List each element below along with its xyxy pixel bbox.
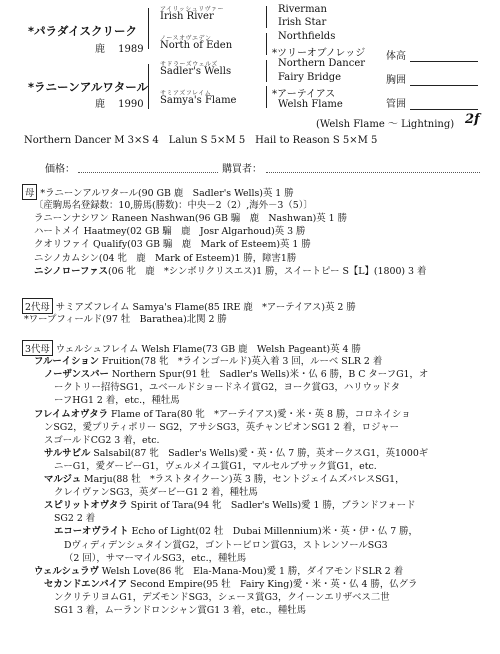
family-line — [44, 445, 428, 459]
ruby-text: ノースオヴエデン — [160, 35, 212, 42]
height-field[interactable] — [410, 61, 478, 62]
record-text: *ワープフィールド(97 牡 Barathea)北関 2 勝 — [24, 314, 227, 326]
horse-name: マルジュ — [44, 474, 82, 485]
price-field[interactable] — [78, 172, 218, 173]
record-text: ンSG2，愛プリティポリー SG2，アサシSG3，英チャンピオンSG1 2 着，ロジャー — [44, 421, 399, 433]
bracket-line — [266, 86, 267, 108]
family-line — [34, 197, 313, 211]
horse-name: フルーイション — [34, 356, 100, 368]
ruby-text: サミアズフレイム — [160, 90, 212, 97]
horse-name: エコーオヴライト — [54, 526, 129, 538]
inbreeding-note: Northern Dancer M 3×S 4 Lalun S 5×M 5 Hail to Reason S 5×M 5 — [24, 135, 378, 146]
family-line — [64, 550, 246, 564]
record-text: クオリファイ Qualify(03 GB 騸 鹿 Mark of Esteem)英 1 勝 — [34, 239, 311, 251]
record-text: ニーG1，愛ダービーG1，ヴェルメイユ賞G1，マルセルブサック賞G1，etc. — [54, 460, 377, 472]
record-text: ーフHG1 2 着，etc.，種牡馬 — [54, 395, 180, 407]
family-line — [44, 432, 160, 446]
family-line — [54, 602, 306, 616]
family-line — [54, 379, 400, 393]
gen3-name: Northfields — [278, 31, 336, 42]
price-label: 価格： — [45, 164, 75, 175]
record-text: ハートメイ Haatmey(02 GB 騸 鹿 Josr Algarhoud)英 3 勝 — [34, 226, 306, 238]
record-text: ンクリテリヨムG1，デズモンドSG3，シェーヌ賞G3，クイーンエリザベス二世 — [54, 591, 390, 603]
generation-tag: 3代母 — [22, 340, 53, 356]
family-line — [34, 250, 296, 264]
record-text: （2 回），サマーマイルSG3，etc.，種牡馬 — [64, 552, 247, 564]
family-line — [54, 510, 95, 524]
gen3-name: Fairy Bridge — [278, 72, 342, 83]
family-line — [24, 311, 227, 325]
family-line — [44, 471, 404, 485]
bracket-line — [148, 64, 149, 109]
gen3-name: *アーテイアス — [272, 89, 336, 100]
horse-name: スピリットオヴタラ — [44, 500, 128, 512]
sire-info: 鹿 1989 — [95, 44, 144, 55]
family-line — [34, 263, 426, 277]
gen3-name: *ツリーオブノレッジ — [272, 48, 366, 59]
horse-name: ニシノローファス — [34, 265, 108, 277]
record-text: Welsh Love(86 牝 Ela-Mana-Mou)愛 1 勝，ダイアモンドSLR 2 着 — [98, 565, 404, 577]
horse-name: セカンドエンパイア — [44, 578, 128, 590]
buyer-field[interactable] — [266, 172, 480, 173]
record-text: Fruition(78 牝 *ラインゴールド)英入着 3 回，ルーベ SLR 2 着 — [99, 356, 383, 368]
family-line — [44, 497, 415, 511]
record-text: ウェルシュフレイム Welsh Flame(73 GB 鹿 Welsh Pageant)英 4 勝 — [55, 344, 361, 355]
gen2-name: Sadler's Wells — [160, 66, 232, 77]
record-text: Dヴィディデンシュタイン賞G2，ゴントービロン賞G3，ストレンソールSG3 — [64, 539, 388, 551]
chest-field[interactable] — [410, 85, 478, 86]
record-text: Salsabil(87 牝 Sadler's Wells)愛・英・仏 7 勝，英オークスG1，英1000ギ — [90, 447, 429, 459]
record-text: Spirit of Tara(94 牝 Sadler's Wells)愛 1 勝，ブランドフォード — [127, 500, 416, 512]
family-line — [64, 537, 388, 551]
family-line — [44, 576, 417, 590]
family-line — [54, 392, 180, 406]
ruby-text: サドラーズウェルズ — [160, 61, 218, 68]
horse-name: ノーザンスパー — [44, 369, 109, 381]
horse-name: ウェルシュラヴ — [34, 565, 99, 577]
cannon-label: 管囲 — [386, 99, 406, 110]
family-line — [34, 353, 382, 367]
chest-label: 胸囲 — [386, 75, 406, 86]
record-text: SG2 2 着 — [54, 513, 96, 525]
bracket-line — [266, 33, 267, 55]
family-number: 2f — [465, 112, 480, 127]
gen3-name: Welsh Flame — [278, 99, 343, 110]
family-line — [34, 406, 411, 420]
record-text: クレイヴァンSG3，英ダービーG1 2 着，種牡馬 — [54, 487, 258, 499]
generation-tag: 母 — [22, 184, 37, 200]
record-text: SG1 3 着，ムーランドロンシャン賞G1 3 着，etc.，種牡馬 — [54, 605, 306, 616]
height-label: 体高 — [386, 51, 406, 62]
record-text: ラニーンナシワン Raneen Nashwan(96 GB 騸 鹿 Nashwan)英 1 勝 — [34, 213, 347, 225]
family-line — [34, 236, 311, 250]
record-text: スゴールドCG2 3 着，etc. — [44, 434, 160, 446]
record-text: Echo of Light(02 牡 Dubai Millennium)米・英・伊・仏 7 勝， — [128, 526, 418, 538]
family-line — [34, 210, 347, 224]
record-text: Second Empire(95 牡 Fairy King)愛・米・英・仏 4 勝，仏グラ — [127, 578, 418, 590]
family-line — [44, 366, 428, 380]
gen3-name: Irish Star — [278, 17, 327, 28]
record-text: Marju(88 牡 *ラストタイクーン)英 3 勝，セントジェイムズパレスSG1， — [81, 474, 405, 485]
generation-tag: 2代母 — [22, 298, 53, 314]
record-text: (06 牝 鹿 *シンボリクリスエス)1 勝，スイートピー S【L】(1800) 3 着 — [107, 265, 427, 277]
record-text: ニシノカムシン(04 牝 鹿 Mark of Esteem)1 勝，障害1勝 — [34, 252, 297, 264]
family-line — [54, 589, 390, 603]
dam-name: *ラニーンアルワタール — [28, 80, 148, 94]
gen2-name: Samya's Flame — [160, 95, 237, 106]
gen2-name: North of Eden — [160, 40, 233, 51]
family-line — [54, 523, 418, 537]
record-text: ークトリー招待SG1，ユベールドショードネイ賞G2，ヨーク賞G3，ハリウッドタ — [54, 382, 400, 394]
family-line — [34, 223, 305, 237]
gen3-name: Riverman — [278, 4, 327, 15]
record-text: Flame of Tara(80 牝 *アーテイアス)愛・米・英 8 勝，コロネイショ — [108, 408, 411, 420]
family-line — [54, 484, 258, 498]
bracket-line — [148, 8, 149, 49]
buyer-label: 購買者： — [222, 164, 262, 175]
bracket-line — [266, 6, 267, 28]
family-line — [44, 419, 399, 433]
cannon-field[interactable] — [410, 109, 478, 110]
gen3-name: Northern Dancer — [278, 58, 366, 69]
horse-name: フレイムオヴタラ — [34, 408, 109, 420]
horse-name: サルサビル — [44, 447, 91, 459]
bracket-line — [266, 60, 267, 82]
dam-info: 鹿 1990 — [95, 99, 144, 110]
ruby-text: アイリッシュリヴァー — [160, 6, 225, 13]
family-line — [54, 458, 377, 472]
sire-name: *パラダイスクリーク — [28, 24, 138, 38]
record-text: *ラニーンアルワタール(90 GB 鹿 Sadler's Wells)英 1 勝 — [40, 188, 294, 199]
cross-note: (Welsh Flame ～ Lightning) — [316, 119, 455, 130]
gen2-name: Irish River — [160, 11, 214, 22]
family-line — [34, 563, 403, 577]
record-text: 〔産駒馬名登録数：10,勝馬(勝数)：中央－2（2）,海外－3（5）〕 — [34, 200, 313, 212]
record-text: Northern Spur(91 牡 Sadler's Wells)米・仏 6 勝，B C ターフG1，オ — [108, 369, 429, 381]
record-text: サミアズフレイム Samya's Flame(85 IRE 鹿 *アーテイアス)英 2 勝 — [55, 302, 356, 313]
